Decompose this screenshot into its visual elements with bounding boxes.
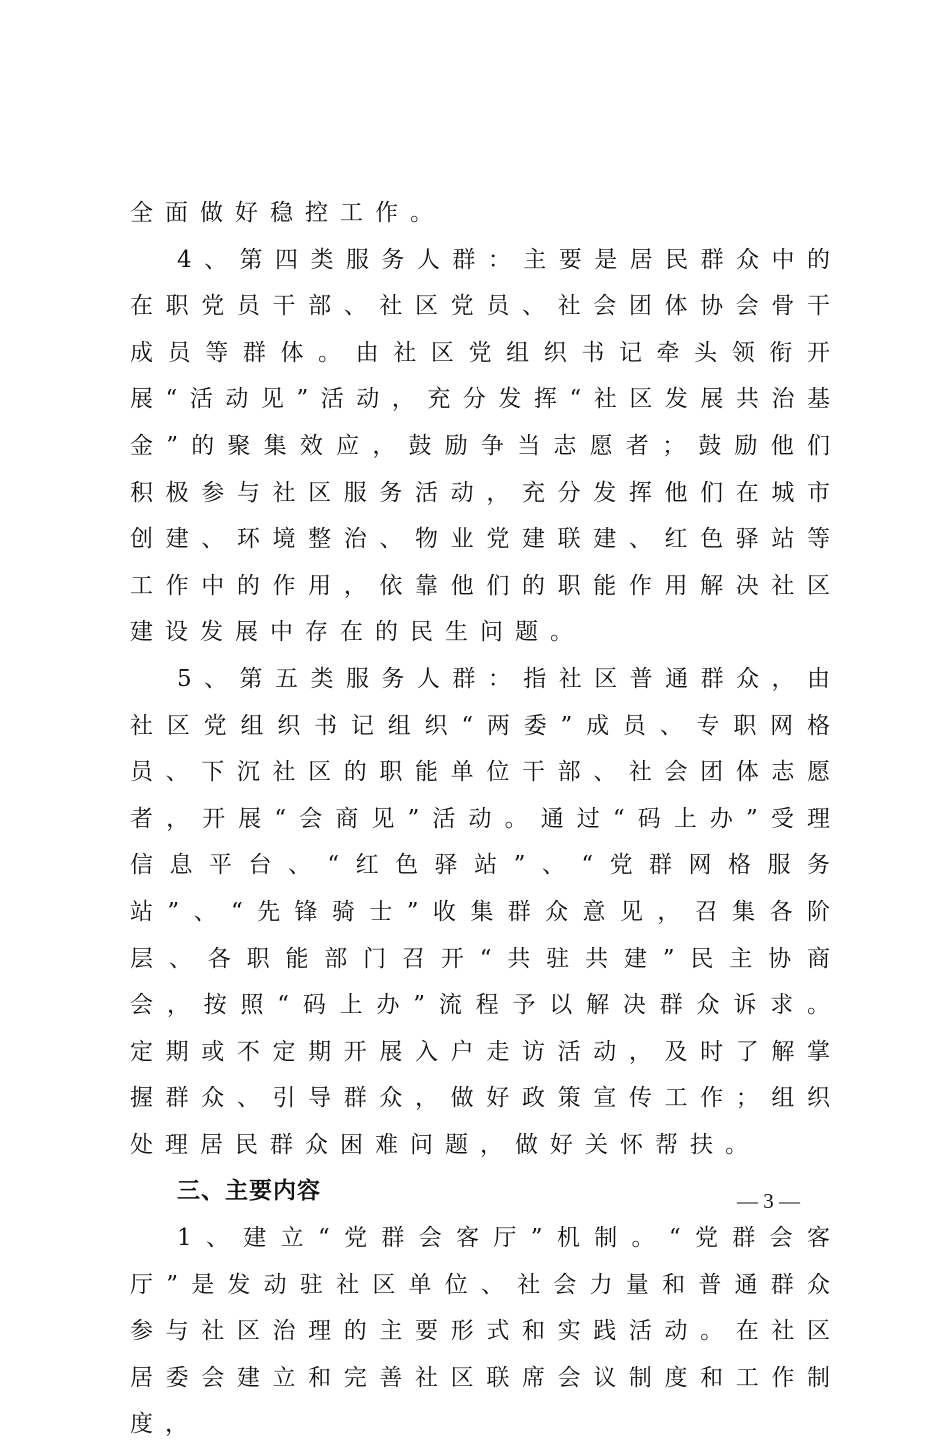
page-number: — 3 —	[737, 1189, 800, 1213]
paragraph-continuation: 全面做好稳控工作。	[130, 200, 445, 226]
document-body	[130, 190, 842, 1448]
section-heading-main-content: 三、主要内容	[177, 1178, 321, 1205]
paragraph-fifth-service-group: 5、第五类服务人群：指社区普通群众，由社区党组织书记组织“两委”成员、专职网格员、下沉社区的职能单位干部、社会团体志愿者，开展“会商见”活动。通过“码上办”受理信息平台、“红色驿站”、“党群网格服务站”、“先锋骑士”收集群众意见，召集各阶层、各职能部门召开“共驻共建”民主协商会，按照“码上办”流程予以解决群众诉求。定期或不定期开展入户走访活动，及时了解掌握群众、引导群众，做好政策宣传工作；组织处理居民群众困难问题，做好关怀帮扶。	[130, 665, 842, 1158]
paragraph-fourth-service-group: 4、第四类服务人群：主要是居民群众中的在职党员干部、社区党员、社会团体协会骨干成员等群体。由社区党组织书记牵头领衔开展“活动见”活动，充分发挥“社区发展共治基金”的聚集效应，鼓励争当志愿者；鼓励他们积极参与社区服务活动，充分发挥他们在城市创建、环境整治、物业党建联建、红色驿站等工作中的作用，依靠他们的职能作用解决社区建设发展中存在的民生问题。	[130, 246, 842, 646]
paragraph-party-mass-lounge: 1、建立“党群会客厅”机制。“党群会客厅”是发动驻社区单位、社会力量和普通群众参与社区治理的主要形式和实践活动。在社区居委会建立和完善社区联席会议制度和工作制度，	[130, 1225, 842, 1438]
